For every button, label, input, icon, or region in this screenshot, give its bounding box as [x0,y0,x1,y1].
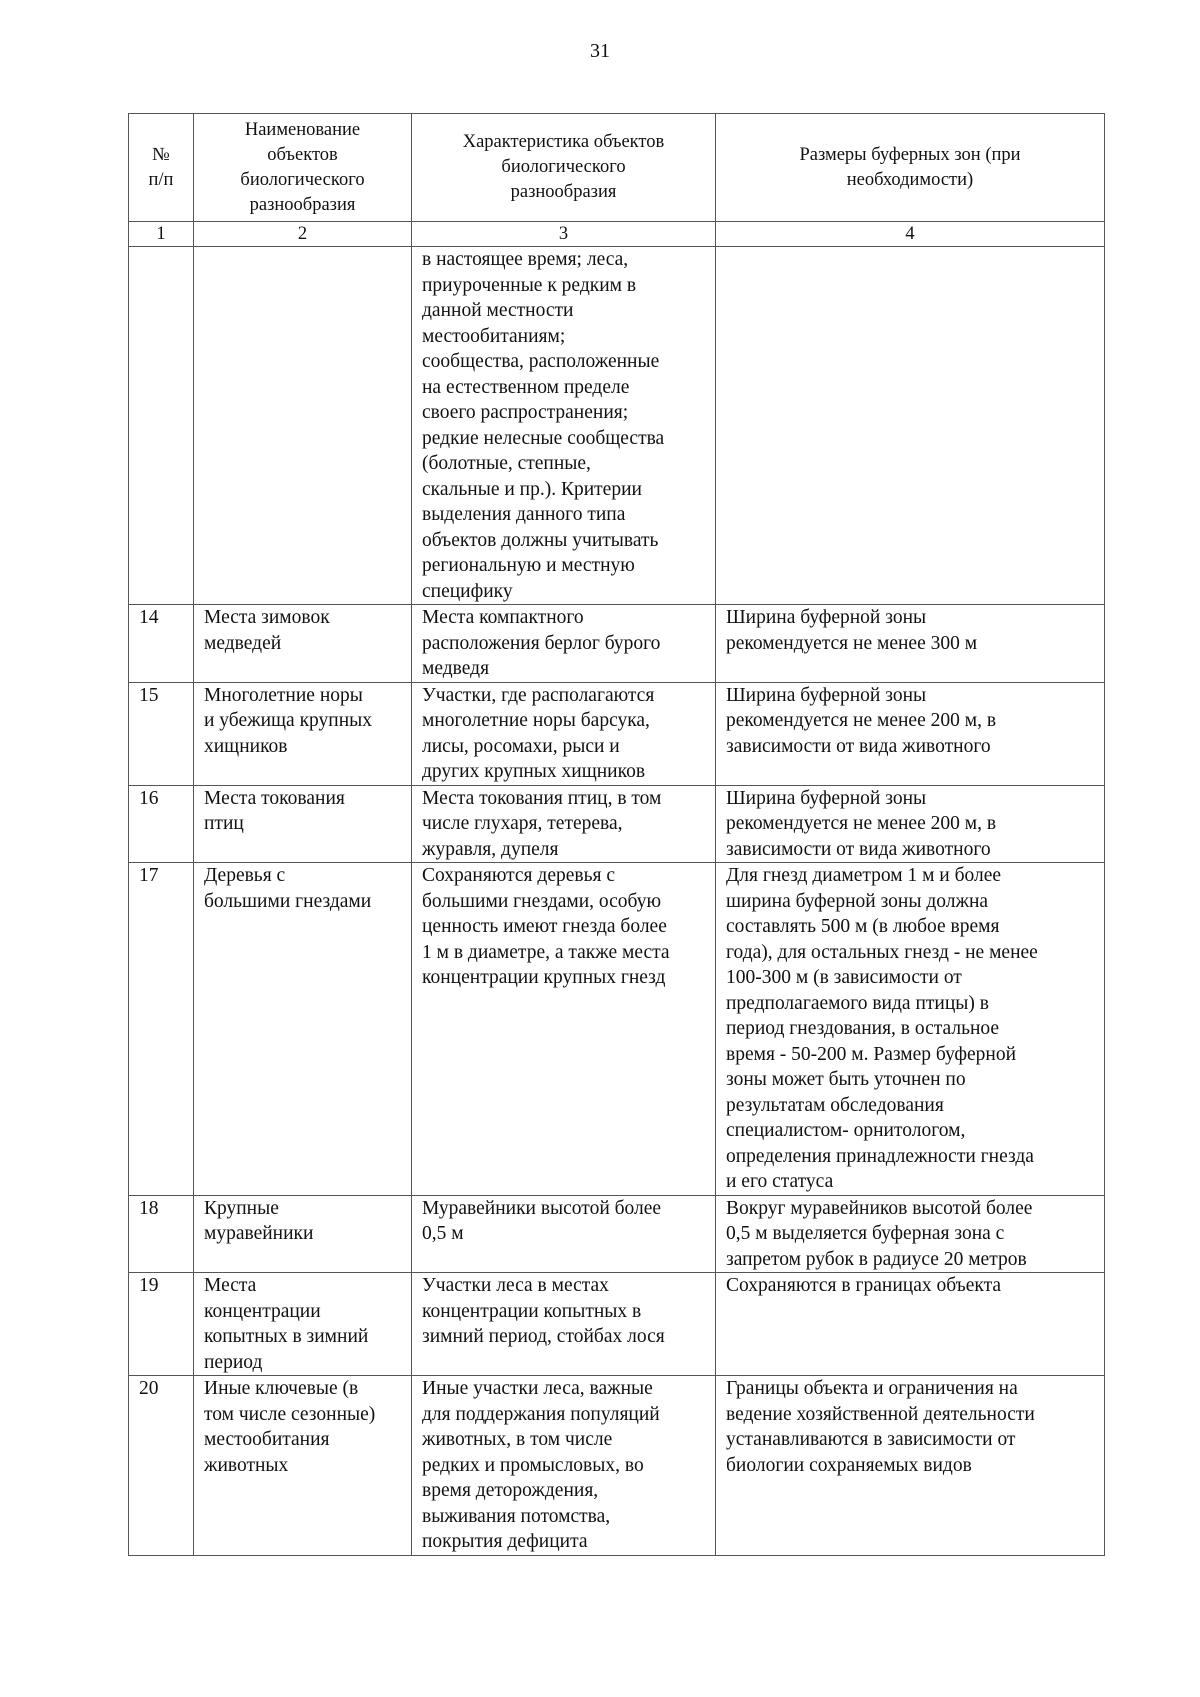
table-row [129,1273,1105,1376]
row-characteristic [412,785,716,863]
row-buffer [716,863,1105,1196]
row-buffer [716,682,1105,785]
column-number: 2 [194,222,412,247]
row-number-text: 14 [139,607,159,628]
row-buffer-text: Вокруг муравейников высотой более 0,5 м выделяется буферная зона с запретом рубок в радиусе 20 метров [726,1197,1033,1270]
row-number [129,1195,194,1273]
row-characteristic-text: Сохраняются деревья с большими гнездами, особую ценность имеют гнезда более 1 м в диаметре, а также места концентрации крупных гнезд [422,865,670,988]
row-buffer-text: Сохраняются в границах объекта [726,1275,1002,1296]
row-buffer [716,1273,1105,1376]
row-name [194,682,412,785]
row-buffer [716,605,1105,683]
row-number [129,682,194,785]
header-number [129,114,194,222]
row-number-text: 20 [139,1378,159,1399]
table-row [129,605,1105,683]
table-row [129,247,1105,605]
row-characteristic-text: Муравейники высотой более 0,5 м [422,1197,662,1244]
row-name-text: Крупные муравейники [204,1197,314,1244]
row-name-text: Места токования птиц [204,787,345,834]
row-name [194,605,412,683]
row-number [129,785,194,863]
column-number: 1 [129,222,194,247]
table-row [129,1376,1105,1556]
header-name [194,114,412,222]
table-header-row [129,114,1105,222]
table-row [129,1195,1105,1273]
page-number: 31 [590,40,610,62]
row-name-text: Деревья с большими гнездами [204,865,372,912]
row-buffer-text: Ширина буферной зоны рекомендуется не менее 200 м, в зависимости от вида животного [726,684,997,757]
row-characteristic-text: в настоящее время; леса, приуроченные к редким в данной местности местообитаниям; сообщества, расположенные на естественном пределе своего распространения; редкие нелесные сообщества (болотные, степные, скальные и пр.). Критерии выделения данного типа объектов должны учитывать региональную и местную специфику [422,249,665,602]
table-row [129,682,1105,785]
row-number [129,1376,194,1556]
row-number-text: 18 [139,1197,159,1219]
row-characteristic-text: Иные участки леса, важные для поддержания популяций животных, в том числе редких и промысловых, во время деторождения, выживания потомства, покрытия дефицита [422,1378,660,1552]
header-characteristic [412,114,716,222]
row-name [194,247,412,605]
row-number [129,247,194,605]
row-name-text: Места зимовок медведей [204,607,330,654]
row-name [194,785,412,863]
row-number-text: 17 [139,865,159,886]
row-characteristic [412,1195,716,1273]
row-number-text: 19 [139,1275,159,1296]
header-number-text: № п/п [148,144,174,190]
row-characteristic [412,1376,716,1556]
row-name [194,1376,412,1556]
row-number-text: 15 [139,684,159,706]
row-characteristic [412,605,716,683]
header-buffer-text: Размеры буферных зон (при необходимости) [799,144,1021,190]
column-number-row [129,222,1105,247]
row-characteristic [412,247,716,605]
biodiversity-table [128,113,1105,1556]
row-characteristic [412,1273,716,1376]
row-name [194,1195,412,1273]
header-characteristic-text: Характеристика объектов биологического разнообразия [462,132,665,202]
row-number [129,605,194,683]
column-number: 4 [716,222,1105,247]
row-buffer-text: Ширина буферной зоны рекомендуется не менее 200 м, в зависимости от вида животного [726,787,997,860]
row-buffer-text: Границы объекта и ограничения на ведение хозяйственной деятельности устанавливаются в зависимости от биологии сохраняемых видов [726,1378,1035,1476]
column-number: 3 [412,222,716,247]
row-name-text: Места концентрации копытных в зимний период [204,1275,369,1373]
row-name [194,863,412,1196]
row-characteristic [412,682,716,785]
row-number [129,1273,194,1376]
row-characteristic [412,863,716,1196]
table-row [129,863,1105,1196]
row-characteristic-text: Места токования птиц, в том числе глухаря, тетерева, журавля, дупеля [422,787,662,860]
row-number-text: 16 [139,787,159,809]
row-buffer [716,247,1105,605]
row-name [194,1273,412,1376]
row-name-text: Многолетние норы и убежища крупных хищников [204,684,373,757]
table-row [129,785,1105,863]
row-buffer-text: Для гнезд диаметром 1 м и более ширина буферной зоны должна составлять 500 м (в любое время года), для остальных гнезд - не менее 100-300 м (в зависимости от предполагаемого вида птицы) в период гнездования, в остальное время - 50-200 м. Размер буферной зоны может быть уточнен по результатам обследования специалистом- орнитологом, определения принадлежности гнезда и его статуса [726,865,1038,1192]
row-characteristic-text: Участки, где располагаются многолетние норы барсука, лисы, росомахи, рыси и других крупных хищников [422,684,655,782]
row-name-text: Иные ключевые (в том числе сезонные) местообитания животных [204,1378,376,1476]
row-characteristic-text: Участки леса в местах концентрации копытных в зимний период, стойбах лося [422,1275,665,1347]
row-buffer-text: Ширина буферной зоны рекомендуется не менее 300 м [726,607,978,654]
row-buffer [716,1376,1105,1556]
header-buffer [716,114,1105,222]
row-number [129,863,194,1196]
row-characteristic-text: Места компактного расположения берлог бурого медведя [422,607,661,679]
header-name-text: Наименование объектов биологического разнообразия [240,119,365,215]
row-buffer [716,1195,1105,1273]
row-buffer [716,785,1105,863]
